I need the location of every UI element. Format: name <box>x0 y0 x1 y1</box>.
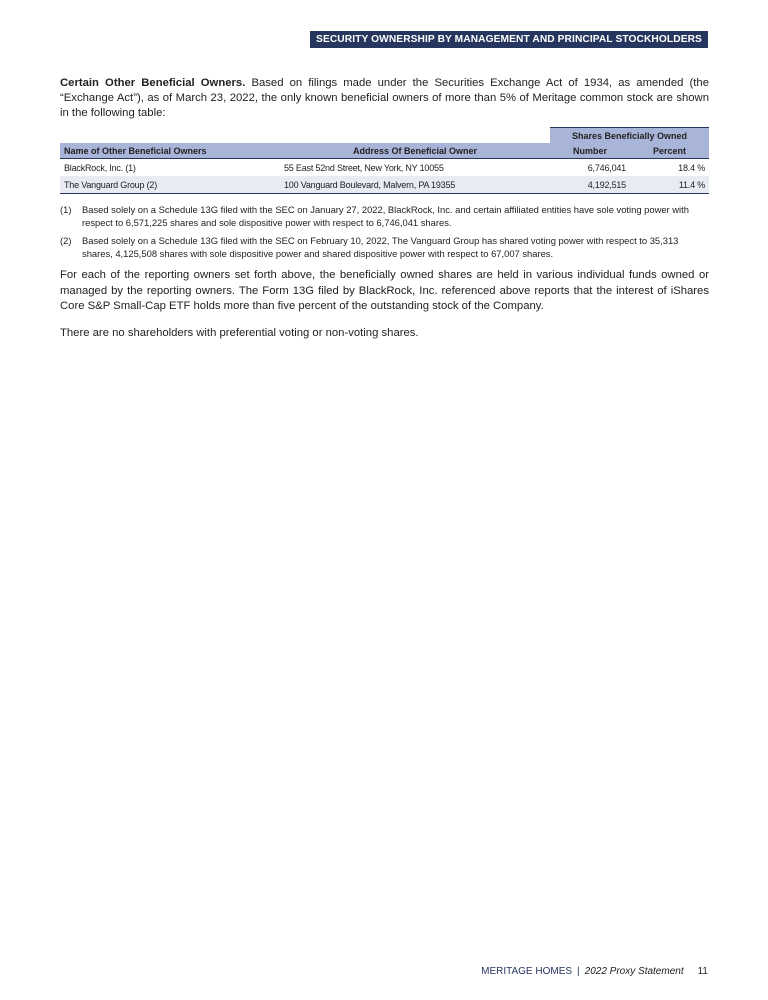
footer-brand: MERITAGE HOMES <box>481 966 573 977</box>
body-paragraph: For each of the reporting owners set forth above, the beneficially owned shares are held in various individual funds owned or managed by the reporting owners. The Form 13G filed by BlackRock, Inc. referenced above reports that the interest of iShares Core S&P Small-Cap ETF holds more than five percent of the outstanding stock of the Company. <box>60 269 709 312</box>
owner-address: 100 Vanguard Boulevard, Malvern, PA 19355 <box>280 176 550 194</box>
owner-address: 55 East 52nd Street, New York, NY 10055 <box>284 162 444 173</box>
intro-text: Based on filings made under the Securities Exchange Act of 1934, as amended (the “Exchange Act”), as of March 23, 2022, the only known beneficial owners of more than 5% of Meritage common stock are shown in the following table: <box>60 77 709 119</box>
column-header-number: Number <box>550 143 630 159</box>
footnote-text: Based solely on a Schedule 13G filed with the SEC on February 10, 2022, The Vanguard Group has shared voting power with respect to 35,313 shares, 4,125,508 shares with sole dispositive power and shared dispositive power with respect to 67,007 shares. <box>82 235 679 259</box>
footer-document-title: 2022 Proxy Statement <box>584 966 684 977</box>
shares-percent: 18.4 % <box>678 162 705 173</box>
intro-paragraph <box>60 76 709 121</box>
footer-separator: | <box>577 966 580 977</box>
table-row <box>60 176 709 194</box>
beneficial-owners-table <box>60 127 709 194</box>
page-number: 11 <box>697 966 708 977</box>
page-footer <box>481 966 708 977</box>
footnote-mark: (2) <box>60 235 72 246</box>
shares-group-header: Shares Beneficially Owned <box>550 128 709 144</box>
footnote <box>60 204 709 229</box>
shares-percent: 11.4 % <box>630 176 709 194</box>
column-header-percent: Percent <box>630 143 709 159</box>
footnote <box>60 235 709 260</box>
footnote-mark: (1) <box>60 204 72 215</box>
table-row <box>60 159 709 177</box>
intro-heading: Certain Other Beneficial Owners. <box>60 77 246 89</box>
shares-number: 6,746,041 <box>587 162 626 173</box>
column-header-address: Address Of Beneficial Owner <box>280 143 550 159</box>
body-paragraph: There are no shareholders with preferential voting or non-voting shares. <box>60 327 419 339</box>
shares-number: 4,192,515 <box>550 176 630 194</box>
footnotes <box>60 204 709 266</box>
owner-name: The Vanguard Group (2) <box>60 176 280 194</box>
footnote-text: Based solely on a Schedule 13G filed with the SEC on January 27, 2022, BlackRock, Inc. and certain affiliated entities have sole voting power with respect to 6,571,225 shares and sole dispositive power with respect to 6,746,041 shares. <box>82 204 689 228</box>
owner-name: BlackRock, Inc. (1) <box>64 162 136 173</box>
column-header-name: Name of Other Beneficial Owners <box>60 143 280 159</box>
section-title-banner: SECURITY OWNERSHIP BY MANAGEMENT AND PRINCIPAL STOCKHOLDERS <box>310 31 708 48</box>
